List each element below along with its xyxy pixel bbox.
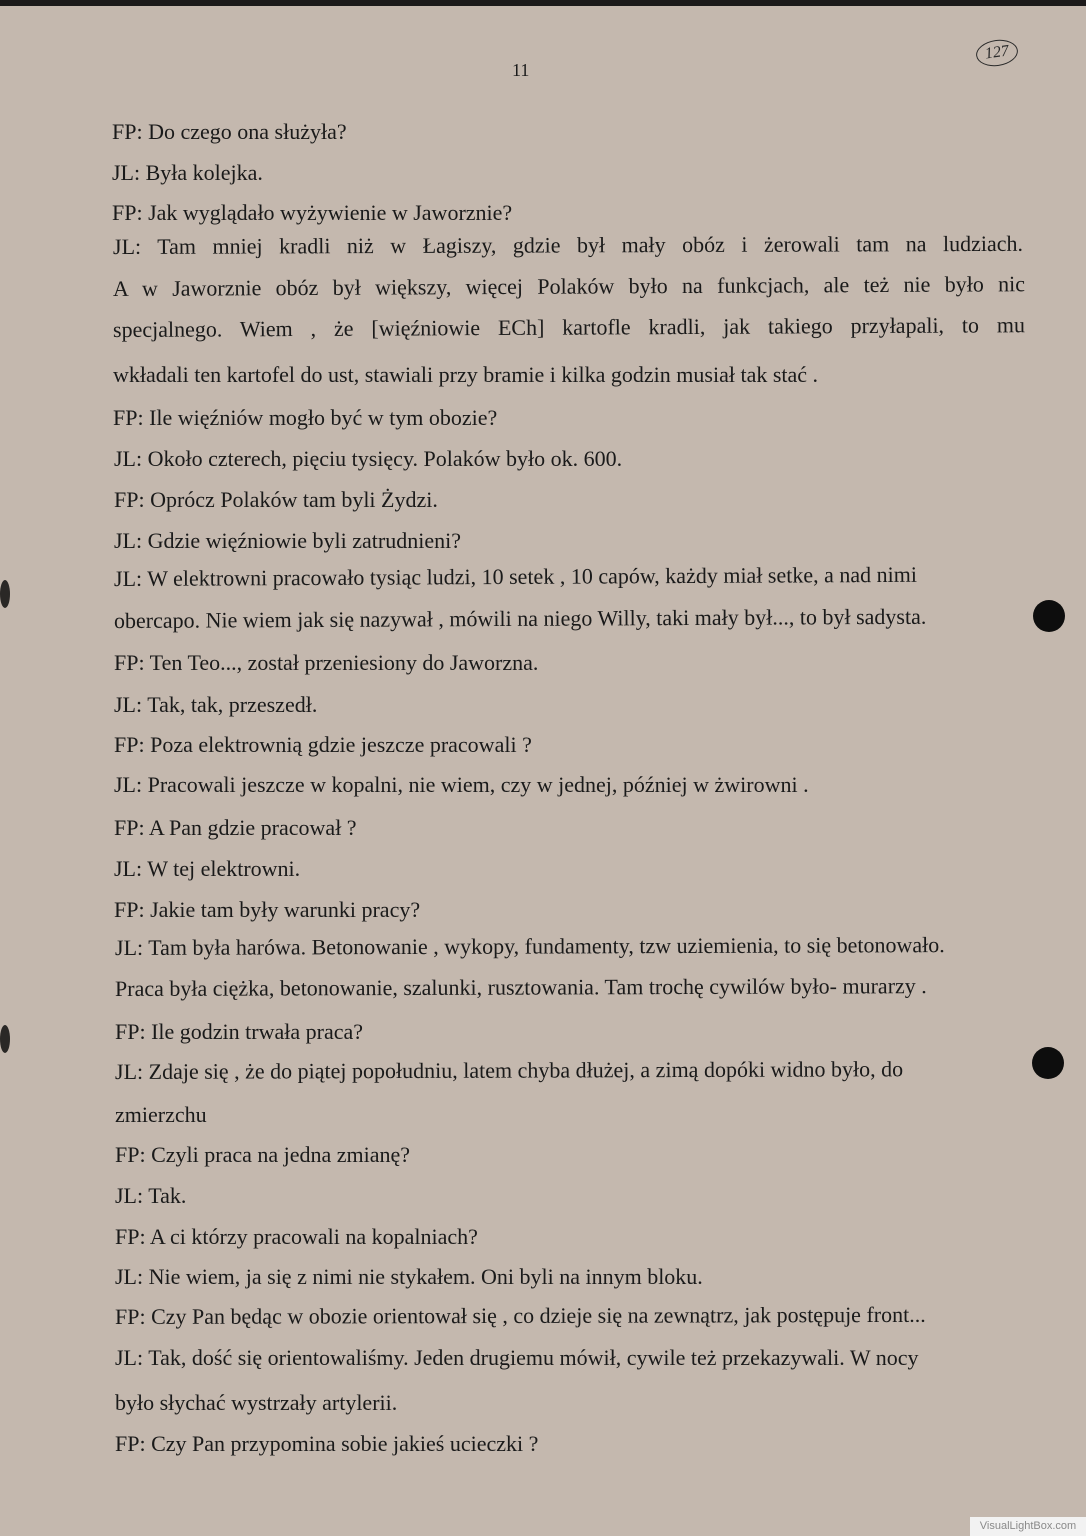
transcript-line: JL: W elektrowni pracowało tysiąc ludzi, 10 setek , 10 capów, każdy miał setke, a nad nimi: [113, 561, 918, 591]
transcript-line: FP: A Pan gdzie pracował ?: [114, 815, 357, 840]
transcript-line: JL: Nie wiem, ja się z nimi nie stykałem. Oni byli na innym bloku.: [115, 1264, 703, 1289]
transcript-line: FP: Ile więźniów mogło być w tym obozie?: [113, 405, 498, 430]
transcript-line: FP: Czyli praca na jedna zmianę?: [115, 1142, 411, 1167]
transcript-line: FP: Jak wyglądało wyżywienie w Jaworznie?: [112, 200, 513, 225]
transcript-line: wkładali ten kartofel do ust, stawiali przy bramie i kilka godzin musiał tak stać .: [113, 362, 819, 387]
transcript-line: FP: Ile godzin trwała praca?: [115, 1019, 364, 1044]
transcript-line: A w Jaworznie obóz był większy, więcej Polaków było na funkcjach, ale też nie było nic: [112, 271, 1026, 301]
transcript-line: obercapo. Nie wiem jak się nazywał , mówili na niego Willy, taki mały był..., to był sadysta.: [113, 603, 927, 633]
transcript-line: JL: Około czterech, pięciu tysięcy. Polaków było ok. 600.: [114, 446, 623, 471]
transcript-line: zmierzchu: [115, 1102, 207, 1127]
binder-mark-upper: [0, 580, 10, 608]
transcript-line: JL: Tak, dość się orientowaliśmy. Jeden drugiemu mówił, cywile też przekazywali. W nocy: [115, 1345, 919, 1370]
punch-hole-upper: [1033, 600, 1065, 632]
transcript-line: FP: Czy Pan przypomina sobie jakieś ucieczki ?: [115, 1431, 539, 1456]
transcript-line: FP: Oprócz Polaków tam byli Żydzi.: [114, 487, 438, 512]
transcript-line: JL: Pracowali jeszcze w kopalni, nie wiem, czy w jednej, później w żwirowni .: [114, 772, 809, 797]
archive-stamp-number: 127: [974, 37, 1019, 69]
transcript-line: JL: Tak, tak, przeszedł.: [114, 692, 318, 717]
transcript-line: JL: Zdaje się , że do piątej popołudniu, latem chyba dłużej, a zimą dopóki widno było, do: [114, 1056, 904, 1084]
transcript-line: FP: Jakie tam były warunki pracy?: [114, 897, 421, 922]
transcript-line: JL: Gdzie więźniowie byli zatrudnieni?: [114, 528, 461, 553]
transcript-line: JL: Tam była harówa. Betonowanie , wykopy, fundamenty, tzw uziemienia, to się betonowało.: [114, 932, 945, 960]
transcript-line: było słychać wystrzały artylerii.: [115, 1390, 398, 1415]
transcript-line: specjalnego. Wiem , że [więźniowie ECh] kartofle kradli, jak takiego przyłapali, to mu: [112, 312, 1026, 342]
transcript-line: FP: Do czego ona służyła?: [112, 119, 347, 144]
binder-mark-lower: [0, 1025, 10, 1053]
transcript-line: JL: Tam mniej kradli niż w Łagiszy, gdzie był mały obóz i żerowali tam na ludziach.: [112, 230, 1024, 259]
transcript-line: FP: A ci którzy pracowali na kopalniach?: [115, 1224, 478, 1249]
scan-top-edge: [0, 0, 1086, 6]
transcript-line: JL: Była kolejka.: [112, 160, 263, 185]
transcript-line: FP: Ten Teo..., został przeniesiony do Jaworzna.: [114, 650, 539, 675]
page-number: 11: [512, 60, 530, 80]
transcript-line: JL: W tej elektrowni.: [114, 856, 301, 881]
transcript-line: FP: Poza elektrownią gdzie jeszcze pracowali ?: [114, 732, 532, 757]
transcript-line: FP: Czy Pan będąc w obozie orientował się , co dzieje się na zewnątrz, jak postępuje front...: [114, 1301, 926, 1329]
punch-hole-lower: [1032, 1047, 1064, 1079]
watermark: VisualLightBox.com: [970, 1517, 1086, 1536]
transcript-line: JL: Tak.: [115, 1183, 187, 1208]
transcript-line: Praca była ciężka, betonowanie, szalunki, rusztowania. Tam trochę cywilów było- murarzy .: [114, 973, 927, 1001]
